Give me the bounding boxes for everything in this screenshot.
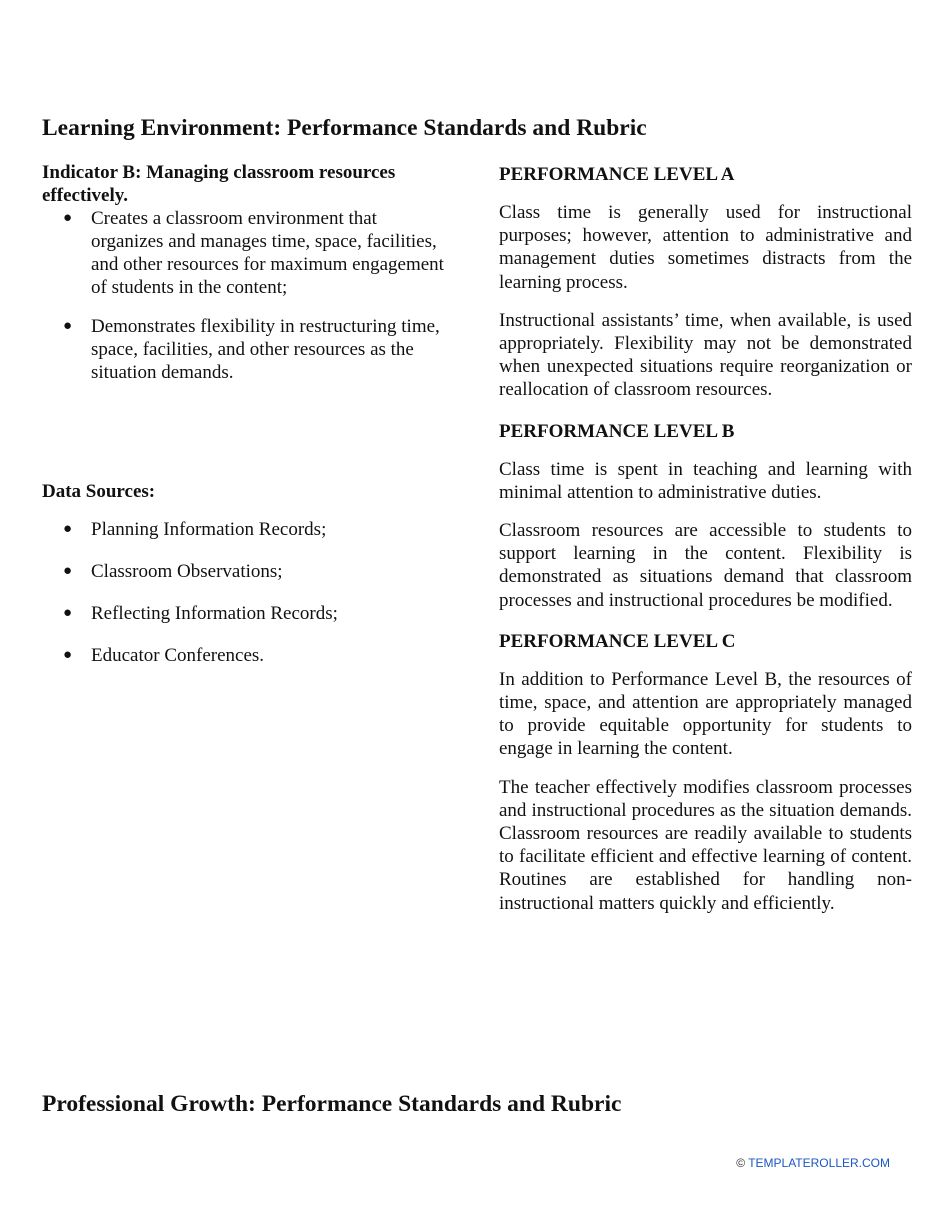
list-item xyxy=(42,315,452,384)
indicator-list xyxy=(42,207,452,384)
bullet-icon: ● xyxy=(63,521,73,537)
level-b-paragraph: Classroom resources are accessible to students to support learning in the content. Flexibility is demonstrated as situations demand that classroom processes and instructional procedures be modified. xyxy=(499,520,912,611)
level-a-heading: PERFORMANCE LEVEL A xyxy=(499,164,735,185)
bullet-icon: ● xyxy=(63,563,73,579)
list-item-text: Reflecting Information Records; xyxy=(91,603,338,624)
list-item-text: Creates a classroom environment that organizes and manages time, space, facilities, and other resources for maximum engagement of students in the content; xyxy=(91,208,444,298)
list-item-text: Classroom Observations; xyxy=(91,561,283,582)
list-item-text: Planning Information Records; xyxy=(91,519,327,540)
list-item xyxy=(42,560,452,583)
indicator-section xyxy=(42,161,452,384)
list-item xyxy=(42,602,452,625)
level-c-heading: PERFORMANCE LEVEL C xyxy=(499,630,736,652)
data-sources-list xyxy=(42,518,452,667)
next-section-title: Professional Growth: Performance Standards and Rubric xyxy=(42,1091,622,1117)
indicator-title: Indicator B: Managing classroom resources effectively. xyxy=(42,162,396,206)
list-item-text: Educator Conferences. xyxy=(91,645,265,666)
performance-levels xyxy=(499,163,912,930)
list-item xyxy=(42,207,452,299)
level-c-paragraph: In addition to Performance Level B, the resources of time, space, and attention are appropriately managed to provide equitable opportunity for students to engage in learning the content. xyxy=(499,668,912,760)
level-b-heading: PERFORMANCE LEVEL B xyxy=(499,420,735,442)
level-b-paragraph: Class time is spent in teaching and learning with minimal attention to administrative duties. xyxy=(499,458,912,503)
bullet-icon: ● xyxy=(63,647,73,663)
bullet-icon: ● xyxy=(63,605,73,621)
footer-credit xyxy=(736,1156,890,1171)
bullet-icon: ● xyxy=(63,318,73,334)
page-title: Learning Environment: Performance Standards and Rubric xyxy=(42,115,647,141)
level-a-paragraph: Instructional assistants’ time, when available, is used appropriately. Flexibility may not be demonstrated when unexpected situations require reorganization or reallocation of classroom resources. xyxy=(499,309,912,401)
copyright-icon: © xyxy=(736,1156,746,1170)
bullet-icon: ● xyxy=(63,210,73,226)
list-item-text: Demonstrates flexibility in restructuring time, space, facilities, and other resources as the situation demands. xyxy=(91,316,440,383)
footer-link[interactable]: TEMPLATEROLLER.COM xyxy=(748,1156,890,1170)
level-c-paragraph: The teacher effectively modifies classroom processes and instructional procedures as the situation demands. Classroom resources are readily available to students to facilitate efficient and effective learning of content. Routines are established for handling non-instructional matters quickly and efficiently. xyxy=(499,776,912,914)
list-item xyxy=(42,644,452,667)
list-item xyxy=(42,518,452,541)
level-a-paragraph: Class time is generally used for instructional purposes; however, attention to administrative and management duties sometimes distracts from the learning process. xyxy=(499,202,912,293)
data-sources-title: Data Sources: xyxy=(42,481,156,502)
